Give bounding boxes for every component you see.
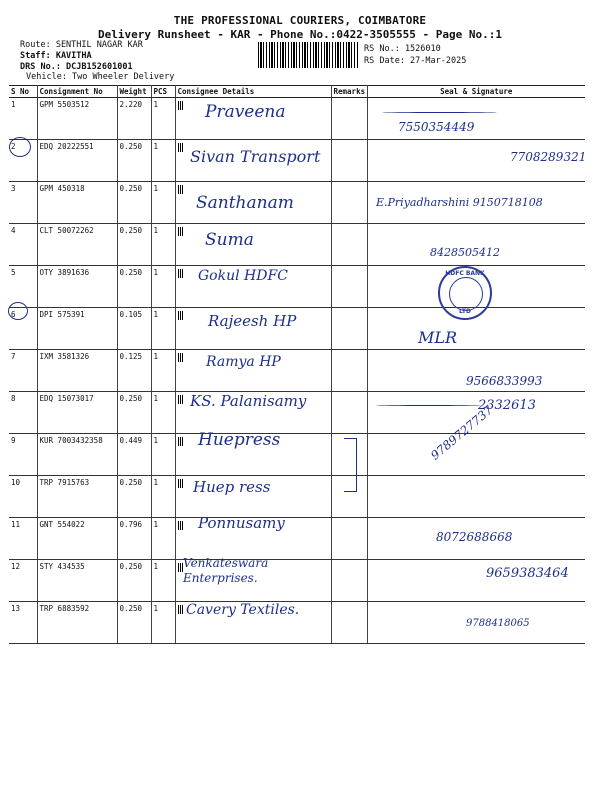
drs-label: DRS No.: DCJB152601001	[20, 62, 133, 72]
cell-remarks	[331, 98, 367, 140]
consignee-hand-2: Sivan Transport	[190, 147, 321, 166]
signature-hand-7: 9566833993	[466, 374, 543, 388]
cell-weight: 0.250	[117, 266, 151, 308]
company-title: THE PROFESSIONAL COURIERS, COIMBATORE	[173, 14, 427, 27]
cell-sno: 6	[9, 308, 37, 350]
cell-weight: 0.449	[117, 434, 151, 476]
cell-weight: 2.220	[117, 98, 151, 140]
route-label: Route: SENTHIL NAGAR KAR	[20, 40, 143, 50]
cell-remarks	[331, 350, 367, 392]
consignee-hand-9: Huepress	[198, 430, 281, 450]
cell-pcs: 1	[151, 266, 175, 308]
consignee-hand-11: Ponnusamy	[198, 514, 285, 532]
cell-pcs: 1	[151, 350, 175, 392]
consignee-hand-12: Venkateswara Enterprises.	[183, 556, 269, 585]
row-barcode-mark	[178, 227, 184, 236]
cell-sno: 8	[9, 392, 37, 434]
runsheet-subtitle: Delivery Runsheet - KAR - Phone No.:0422-3505555 - Page No.:1	[98, 28, 502, 41]
cell-pcs: 1	[151, 602, 175, 644]
remarks-bracket-mark	[344, 438, 357, 492]
cell-signature	[367, 434, 585, 476]
cell-sno: 5	[9, 266, 37, 308]
cell-sno: 1	[9, 98, 37, 140]
row-barcode-mark	[178, 353, 184, 362]
row-barcode-mark	[178, 605, 184, 614]
consignee-hand-6: Rajeesh HP	[208, 312, 297, 330]
cell-cno: GPM 5503512	[37, 98, 117, 140]
row-barcode-mark	[178, 143, 184, 152]
cell-weight: 0.105	[117, 308, 151, 350]
cell-sno: 13	[9, 602, 37, 644]
cell-sno: 2	[9, 140, 37, 182]
consignee-hand-5: Gokul HDFC	[198, 268, 288, 284]
cell-sno: 4	[9, 224, 37, 266]
cell-pcs: 1	[151, 98, 175, 140]
cell-pcs: 1	[151, 434, 175, 476]
cell-cno: IXM 3581326	[37, 350, 117, 392]
col-signature: Seal & Signature	[367, 86, 585, 98]
cell-signature	[367, 476, 585, 518]
table-row	[9, 224, 585, 266]
cell-pcs: 1	[151, 560, 175, 602]
table-row	[9, 308, 585, 350]
consignee-hand-10: Huep ress	[193, 478, 271, 496]
cell-cno: STY 434535	[37, 560, 117, 602]
cell-pcs: 1	[151, 224, 175, 266]
col-consignee: Consignee Details	[175, 86, 331, 98]
cell-weight: 0.796	[117, 518, 151, 560]
col-consignment: Consignment No	[37, 86, 117, 98]
cell-weight: 0.250	[117, 182, 151, 224]
cell-sno: 11	[9, 518, 37, 560]
cell-weight: 0.250	[117, 560, 151, 602]
rs-number: RS No.: 1526010	[364, 44, 441, 54]
row-2-circle-mark	[9, 137, 31, 157]
table-row	[9, 98, 585, 140]
cell-remarks	[331, 140, 367, 182]
cell-pcs: 1	[151, 476, 175, 518]
stamp-text-bottom: LTD	[459, 308, 471, 315]
cell-weight: 0.250	[117, 602, 151, 644]
cell-sno: 7	[9, 350, 37, 392]
row-barcode-mark	[178, 311, 184, 320]
row-barcode-mark	[178, 437, 184, 446]
cell-remarks	[331, 266, 367, 308]
cell-cno: DPI 575391	[37, 308, 117, 350]
signature-hand-6: MLR	[418, 328, 458, 347]
cell-pcs: 1	[151, 182, 175, 224]
row-barcode-mark	[178, 395, 184, 404]
header-barcode	[258, 42, 358, 68]
vehicle-label: Vehicle: Two Wheeler Delivery	[26, 72, 175, 82]
cell-remarks	[331, 602, 367, 644]
rs-date: RS Date: 27-Mar-2025	[364, 56, 467, 66]
cell-sno: 10	[9, 476, 37, 518]
cell-pcs: 1	[151, 308, 175, 350]
consignee-hand-8: KS. Palanisamy	[190, 392, 307, 410]
cell-cno: TRP 7915763	[37, 476, 117, 518]
staff-label: Staff: KAVITHA	[20, 51, 92, 61]
row-barcode-mark	[178, 269, 184, 278]
cell-sno: 3	[9, 182, 37, 224]
col-pcs: PCS	[151, 86, 175, 98]
cell-remarks	[331, 392, 367, 434]
cell-signature	[367, 224, 585, 266]
cell-weight: 0.250	[117, 392, 151, 434]
cell-weight: 0.250	[117, 224, 151, 266]
cell-sno: 12	[9, 560, 37, 602]
stamp-inner-ring	[449, 277, 483, 311]
cell-pcs: 1	[151, 518, 175, 560]
signature-scribble-8	[376, 405, 481, 406]
cell-cno: GNT 554022	[37, 518, 117, 560]
consignee-hand-13: Cavery Textiles.	[186, 602, 300, 618]
cell-remarks	[331, 560, 367, 602]
row-barcode-mark	[178, 101, 184, 110]
cell-cno: GPM 450318	[37, 182, 117, 224]
consignee-hand-7: Ramya HP	[206, 354, 281, 370]
row-barcode-mark	[178, 479, 184, 488]
cell-remarks	[331, 308, 367, 350]
cell-remarks	[331, 182, 367, 224]
signature-hand-8: 2332613	[478, 398, 536, 413]
cell-cno: KUR 7003432358	[37, 434, 117, 476]
row-6-circle-mark	[8, 302, 28, 320]
signature-hand-12: 9659383464	[486, 566, 569, 581]
signature-hand-9: 9789727737	[428, 402, 496, 463]
cell-cno: CLT 50072262	[37, 224, 117, 266]
cell-cno: EDQ 15073017	[37, 392, 117, 434]
cell-remarks	[331, 224, 367, 266]
cell-remarks	[331, 518, 367, 560]
stamp-text-top: HDFC BANK	[445, 270, 485, 277]
signature-hand-13: 9788418065	[466, 618, 530, 629]
signature-hand-11: 8072688668	[436, 530, 513, 544]
cell-weight: 0.125	[117, 350, 151, 392]
table-row	[9, 266, 585, 308]
col-weight: Weight	[117, 86, 151, 98]
cell-cno: TRP 6883592	[37, 602, 117, 644]
table-row	[9, 476, 585, 518]
consignee-hand-4: Suma	[205, 230, 254, 250]
cell-pcs: 1	[151, 392, 175, 434]
signature-hand-2: 7708289321	[510, 150, 587, 164]
cell-cno: EDQ 20222551	[37, 140, 117, 182]
signature-hand-1: 7550354449	[398, 120, 475, 134]
col-remarks: Remarks	[331, 86, 367, 98]
cell-pcs: 1	[151, 140, 175, 182]
cell-weight: 0.250	[117, 140, 151, 182]
row-barcode-mark	[178, 185, 184, 194]
cell-sno: 9	[9, 434, 37, 476]
table-header-row	[9, 86, 585, 98]
row-barcode-mark	[178, 521, 184, 530]
consignee-hand-1: Praveena	[205, 102, 286, 122]
cell-weight: 0.250	[117, 476, 151, 518]
signature-hand-3: E.Priyadharshini 9150718108	[376, 196, 543, 209]
bank-seal-stamp	[438, 266, 492, 320]
signature-hand-4: 8428505412	[430, 246, 500, 259]
col-sno: S No	[9, 86, 37, 98]
consignee-hand-3: Santhanam	[196, 193, 294, 213]
cell-cno: OTY 3891636	[37, 266, 117, 308]
signature-scribble-1	[382, 112, 497, 113]
table-row	[9, 434, 585, 476]
